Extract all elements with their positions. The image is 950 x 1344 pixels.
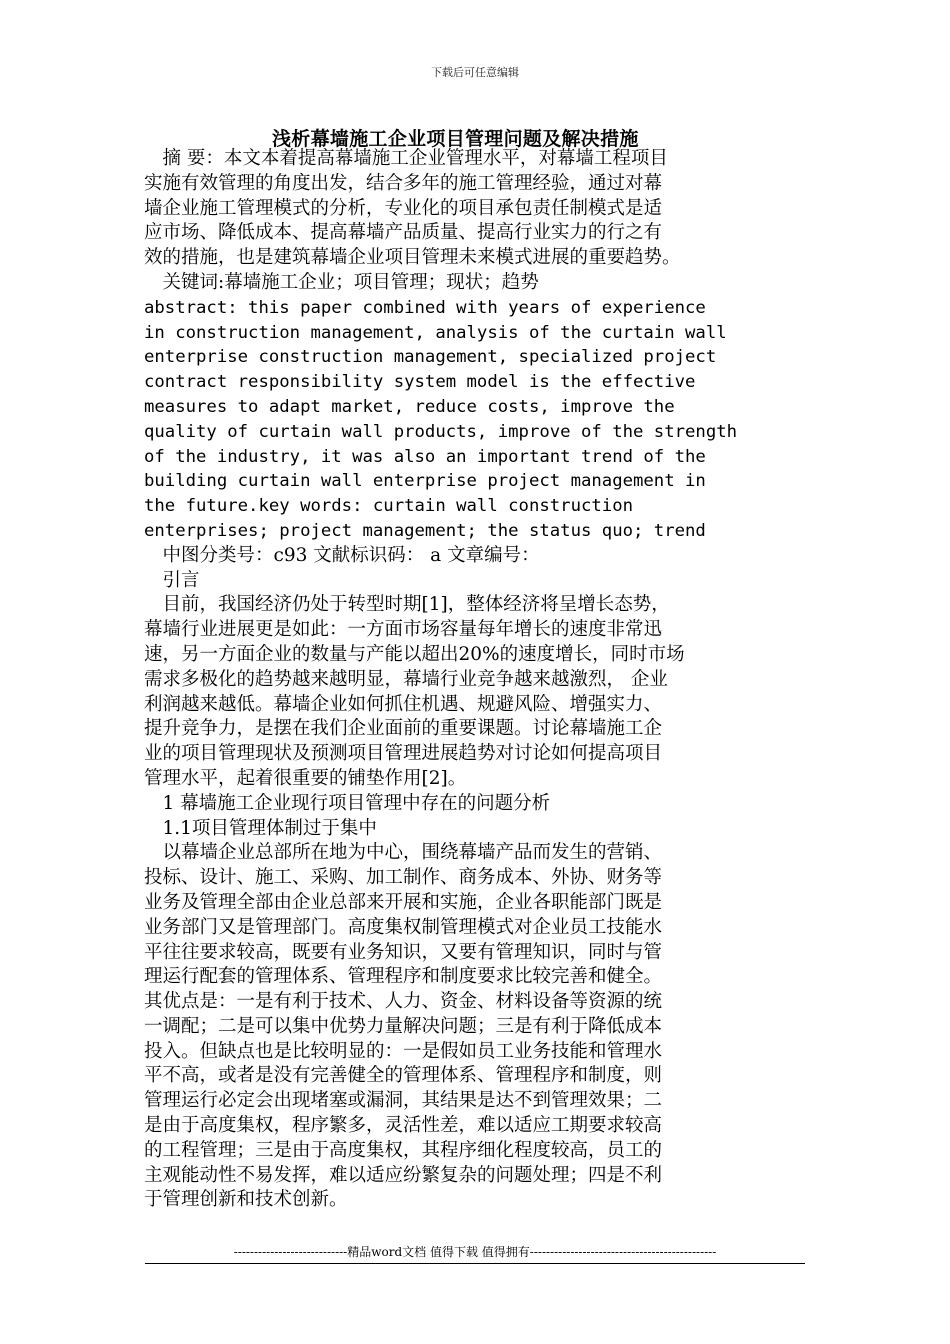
text-line: of the industry, it was also an important trend of the [144,446,706,467]
text-line: 以幕墙企业总部所在地为中心，围绕幕墙产品而发生的营销、 [144,842,663,864]
text-line: 的工程管理；三是由于高度集权，其程序细化程度较高，员工的 [144,1139,663,1161]
text-line: 主观能动性不易发挥，难以适应纷繁复杂的问题处理；四是不利 [144,1164,663,1186]
text-line: measures to adapt market, reduce costs, improve the [144,396,675,417]
text-line: 业务部门又是管理部门。高度集权制管理模式对企业员工技能水 [144,916,663,938]
text-line: 提升竞争力，是摆在我们企业面前的重要课题。讨论幕墙施工企 [144,718,663,740]
text-line: 目前，我国经济仍处于转型时期[1]，整体经济将呈增长态势， [144,594,670,616]
text-line: 中图分类号：c93 文献标识码： a 文章编号： [144,544,540,566]
text-line: 投入。但缺点也是比较明显的：一是假如员工业务技能和管理水 [144,1040,663,1062]
text-line: 业的项目管理现状及预测项目管理进展趋势对讨论如何提高项目 [144,743,663,765]
text-line: 效的措施，也是建筑幕墙企业项目管理未来模式进展的重要趋势。 [144,247,681,269]
document-title: 浅析幕墙施工企业项目管理问题及解决措施 [272,128,639,150]
text-line: 应市场、降低成本、提高幕墙产品质量、提高行业实力的行之有 [144,222,663,244]
text-line: 引言 [144,569,200,591]
text-line: 投标、设计、施工、采购、加工制作、商务成本、外协、财务等 [144,867,663,889]
text-line: 管理运行必定会出现堵塞或漏洞，其结果是达不到管理效果；二 [144,1090,663,1112]
text-line: 利润越来越低。幕墙企业如何抓住机遇、规避风险、增强实力、 [144,693,663,715]
text-line: 摘 要：本文本着提高幕墙施工企业管理水平，对幕墙工程项目 [144,148,668,169]
text-line: 墙企业施工管理模式的分析，专业化的项目承包责任制模式是适 [144,197,663,219]
text-line: 速，另一方面企业的数量与产能以超出20%的速度增长，同时市场 [144,643,685,665]
text-line: enterprise construction management, specialized project [144,347,717,368]
text-line: 需求多极化的趋势越来越明显，幕墙行业竞争越来越激烈， 企业 [144,668,668,690]
text-line: 1 幕墙施工企业现行项目管理中存在的问题分析 [144,792,551,814]
text-line: 其优点是：一是有利于技术、人力、资金、材料设备等资源的统 [144,991,663,1013]
text-line: in construction management, analysis of the curtain wall [144,322,727,343]
page-header-note: 下载后可任意编辑 [431,66,519,79]
text-line: quality of curtain wall products, improve of the strength [144,421,738,442]
text-line: building curtain wall enterprise project management in [144,471,706,492]
page-footer [145,1243,805,1264]
text-line: 关键词:幕墙施工企业；项目管理；现状；趋势 [144,271,539,293]
text-line: 一调配；二是可以集中优势力量解决问题；三是有利于降低成本 [144,1015,663,1037]
footer-text: ----------------------------精品word文档 值得下载 值得拥有---------------------------------------------- [233,1245,717,1259]
text-line: abstract: this paper combined with years of experience [144,297,706,318]
document-body [144,147,804,1213]
text-line: 幕墙行业进展更是如此：一方面市场容量每年增长的速度非常迅 [144,619,663,641]
text-line: enterprises; project management; the status quo; trend [144,520,706,541]
text-line: 1.1项目管理体制过于集中 [144,817,377,839]
text-line: 平不高，或者是没有完善健全的管理体系、管理程序和制度，则 [144,1065,663,1087]
text-line: the future.key words: curtain wall construction [144,496,633,517]
text-line: 于管理创新和技术创新。 [144,1189,348,1211]
text-line: 业务及管理全部由企业总部来开展和实施，企业各职能部门既是 [144,891,663,913]
text-line: 实施有效管理的角度出发，结合多年的施工管理经验，通过对幕 [144,172,663,194]
text-line: 平往往要求较高，既要有业务知识，又要有管理知识，同时与管 [144,941,663,963]
text-line: 管理水平，起着很重要的铺垫作用[2]。 [144,767,467,789]
text-line: 是由于高度集权，程序繁多，灵活性差，难以适应工期要求较高 [144,1115,663,1137]
footer-rule [145,1263,805,1264]
text-line: contract responsibility system model is the effective [144,372,696,393]
text-line: 理运行配套的管理体系、管理程序和制度要求比较完善和健全。 [144,966,663,988]
